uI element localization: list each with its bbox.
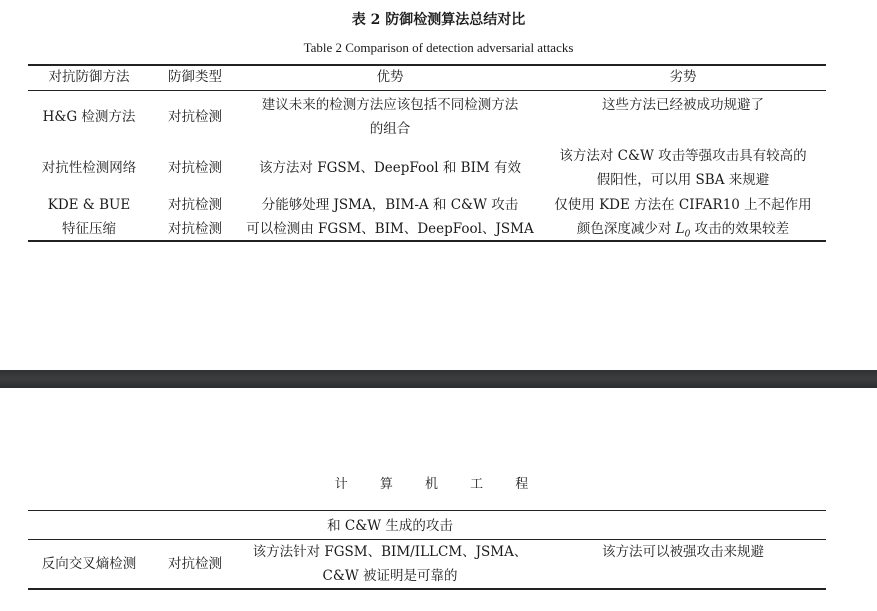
continued-table-bottom-rule <box>28 588 826 590</box>
row1-disadvantage: 这些方法已经被成功规避了 <box>602 97 764 113</box>
row3-method: KDE & BUE <box>47 197 131 213</box>
row4-method: 特征压缩 <box>62 221 116 237</box>
row5-method: 反向交叉熵检测 <box>41 556 137 572</box>
row4-advantage: 可以检测由 FGSM、BIM、DeepFool、JSMA <box>246 221 534 237</box>
row4-disadvantage-prefix: 颜色深度减少对 <box>576 221 676 237</box>
row2-disadvantage-line2: 假阳性，可以用 SBA 来规避 <box>596 172 770 188</box>
row3-disadvantage: 仅使用 KDE 方法在 CIFAR10 上不起作用 <box>554 197 812 213</box>
table-bottom-rule <box>28 240 826 242</box>
row5-type: 对抗检测 <box>168 556 222 572</box>
header-advantage: 优势 <box>376 69 404 85</box>
row2-method: 对抗性检测网络 <box>41 160 137 176</box>
row3-advantage: 分能够处理 JSMA，BIM-A 和 C&W 攻击 <box>261 197 519 213</box>
page-running-header: 计 算 机 工 程 <box>334 477 543 492</box>
row4-type: 对抗检测 <box>168 221 222 237</box>
header-method: 对抗防御方法 <box>48 69 130 85</box>
continued-table-top-rule <box>28 510 826 511</box>
row4-math-subscript: 0 <box>684 229 691 240</box>
header-type: 防御类型 <box>168 69 222 85</box>
row1-type: 对抗检测 <box>168 109 222 125</box>
row1-advantage-line1: 建议未来的检测方法应该包括不同检测方法 <box>261 97 519 113</box>
row4-disadvantage <box>540 217 826 247</box>
page-separator-band <box>0 370 877 388</box>
row5-advantage-line1: 该方法针对 FGSM、BIM/ILLCM、JSMA、 <box>252 544 528 560</box>
row4-math-symbol: L <box>675 221 685 237</box>
row4-disadvantage-suffix: 攻击的效果较差 <box>690 221 790 237</box>
table-title-en: Table 2 Comparison of detection adversarial attacks <box>303 40 574 55</box>
row2-advantage: 该方法对 FGSM、DeepFool 和 BIM 有效 <box>258 160 522 176</box>
row1-method: H&G 检测方法 <box>42 109 136 125</box>
row2-type: 对抗检测 <box>168 160 222 176</box>
header-rule <box>28 90 826 91</box>
row1-advantage-line2: 的组合 <box>369 121 411 137</box>
row5-advantage-line2: C&W 被证明是可靠的 <box>322 568 458 584</box>
table-title-cn: 表 2 防御检测算法总结对比 <box>351 12 526 28</box>
row5-disadvantage: 该方法可以被强攻击来规避 <box>602 544 764 560</box>
continued-advantage-carryover: 和 C&W 生成的攻击 <box>327 518 453 534</box>
header-disadvantage: 劣势 <box>669 69 697 85</box>
row2-disadvantage-line1: 该方法对 C&W 攻击等强攻击具有较高的 <box>559 148 807 164</box>
row3-type: 对抗检测 <box>168 197 222 213</box>
